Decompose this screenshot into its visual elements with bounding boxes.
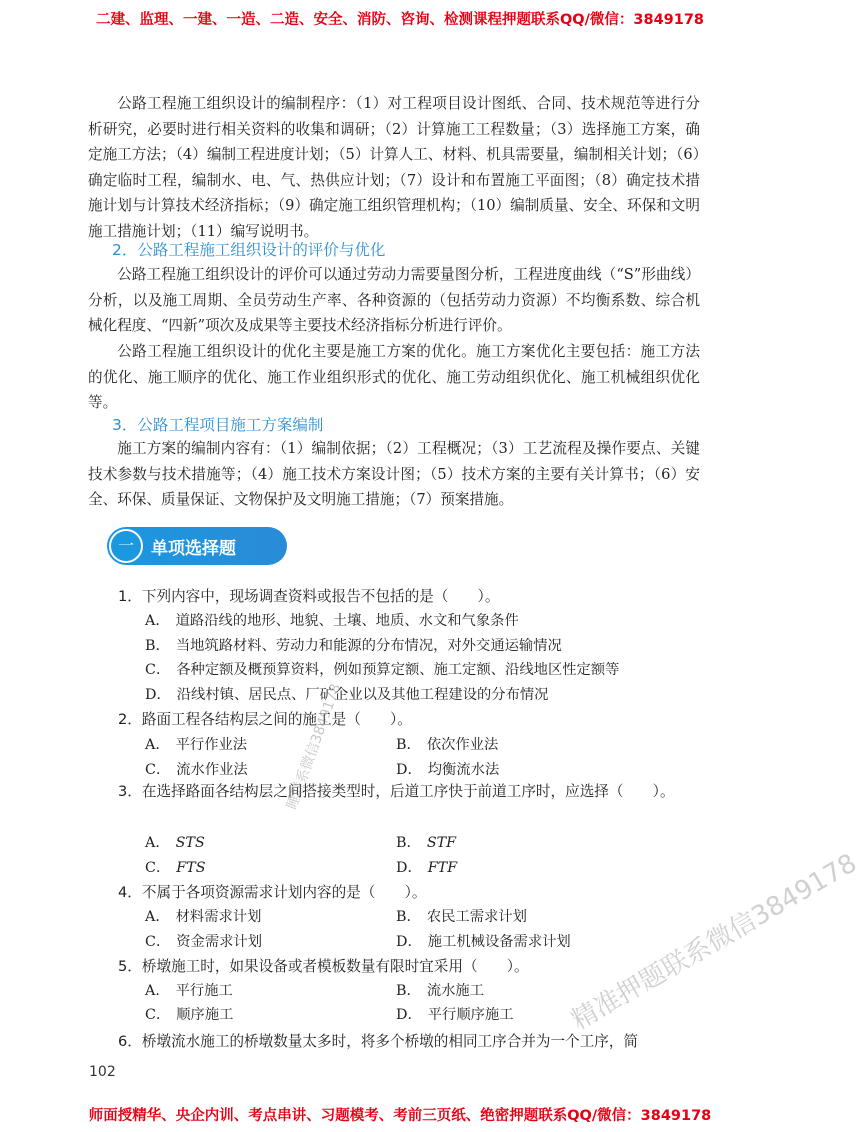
q5-option-c: C． 顺序施工: [145, 1007, 234, 1023]
question-3: [118, 780, 702, 804]
bottom-banner: 师面授精华、央企内训、考点串讲、习题模考、考前三页纸、绝密押题联系QQ/微信：3849178: [88, 1108, 712, 1124]
q2-option-c: C． 流水作业法: [145, 762, 248, 778]
construction-plan-paragraph: 施工方案的编制内容有：（1）编制依据；（2）工程概况；（3）工艺流程及操作要点、关键技术参数与技术措施等；（4）施工技术方案设计图；（5）技术方案的主要有关计算书；（6）安全、环保、质量保证、文物保护及文明施工措施；（7）预案措施。: [88, 440, 700, 509]
q4-option-b: B． 农民工需求计划: [396, 909, 527, 925]
question-number: 4．: [118, 884, 142, 901]
q5-option-a: A． 平行施工: [145, 983, 233, 999]
question-text: 桥墩流水施工的桥墩数量太多时，将多个桥墩的相同工序合并为一个工序，简: [141, 1033, 639, 1050]
question-section-badge: [107, 527, 287, 565]
watermark-small: 睡联系微信3849178: [284, 681, 345, 812]
q4-option-a: A． 材料需求计划: [145, 909, 262, 925]
optimization-paragraph: 公路工程施工组织设计的优化主要是施工方案的优化。施工方案优化主要包括：施工方法的优化、施工顺序的优化、施工作业组织形式的优化、施工劳动组织优化、施工机械组织优化等。: [88, 343, 700, 412]
q2-option-d: D． 均衡流水法: [396, 762, 500, 778]
q4-option-c: C． 资金需求计划: [145, 934, 263, 950]
question-5: [118, 955, 529, 976]
q2-option-b: B． 依次作业法: [396, 737, 499, 753]
q3-option-c: C． FTS: [145, 860, 206, 876]
section-heading-3: 3．公路工程项目施工方案编制: [112, 416, 324, 434]
section-title: 单项选择题: [151, 539, 236, 559]
question-2: [118, 708, 412, 729]
q3-option-b: B． STF: [396, 835, 457, 851]
question-4: [118, 881, 426, 902]
q1-option-c: C． 各种定额及概预算资料，例如预算定额、施工定额、沿线地区性定额等: [145, 662, 620, 678]
q3-option-d: D． FTF: [396, 860, 458, 876]
question-text: 下列内容中，现场调查资料或报告不包括的是（ ）。: [141, 588, 500, 605]
q5-option-d: D． 平行顺序施工: [396, 1007, 514, 1023]
question-number: 5．: [118, 958, 142, 975]
q1-option-a: A． 道路沿线的地形、地貌、土壤、地质、水文和气象条件: [145, 613, 519, 629]
q2-option-a: A． 平行作业法: [145, 737, 248, 753]
q1-option-b: B． 当地筑路材料、劳动力和能源的分布情况，对外交通运输情况: [145, 638, 562, 654]
page-number: 102: [89, 1064, 116, 1080]
evaluation-paragraph: 公路工程施工组织设计的评价可以通过劳动力需要量图分析，工程进度曲线（“S”形曲线）分析，以及施工周期、全员劳动生产率、各种资源的（包括劳动力资源）不均衡系数、综合机械化程度、“四新”项次及成果等主要技术经济指标分析进行评价。: [88, 266, 700, 335]
q4-option-d: D． 施工机械设备需求计划: [396, 934, 571, 950]
q5-option-b: B． 流水施工: [396, 983, 484, 999]
intro-paragraph: 公路工程施工组织设计的编制程序：（1）对工程项目设计图纸、合同、技术规范等进行分析研究，必要时进行相关资料的收集和调研；（2）计算施工工程数量；（3）选择施工方案，确定施工方法；（4）编制工程进度计划；（5）计算人工、材料、机具需要量，编制相关计划；（6）确定临时工程，编制水、电、气、热供应计划；（7）设计和布置施工平面图；（8）确定技术措施计划与计算技术经济指标；（9）确定施工组织管理机构；（10）编制质量、安全、环保和文明施工措施计划；（11）编写说明书。: [88, 95, 700, 240]
question-text: 路面工程各结构层之间的施工是（ ）。: [141, 711, 412, 728]
q1-option-d: D． 沿线村镇、居民点、厂矿企业以及其他工程建设的分布情况: [145, 687, 549, 703]
question-number: 6．: [118, 1033, 142, 1050]
question-text: 不属于各项资源需求计划内容的是（ ）。: [141, 884, 427, 901]
question-number: 3．: [118, 783, 142, 800]
watermark-large: 精准押题联系微信3849178: [566, 848, 862, 1037]
question-1: [118, 585, 499, 606]
section-number-circle: 一: [109, 529, 143, 563]
q3-option-a: A． STS: [145, 835, 205, 851]
section-heading-2: 2．公路工程施工组织设计的评价与优化: [112, 241, 386, 259]
question-6: [118, 1030, 638, 1051]
question-number: 2．: [118, 711, 142, 728]
question-text: 桥墩施工时，如果设备或者模板数量有限时宜采用（ ）。: [141, 958, 529, 975]
question-number: 1．: [118, 588, 142, 605]
question-text: 在选择路面各结构层之间搭接类型时，后道工序快于前道工序时，应选择（ ）。: [141, 783, 675, 800]
top-banner: 二建、监理、一建、一造、二造、安全、消防、咨询、检测课程押题联系QQ/微信：3849178: [95, 12, 705, 28]
